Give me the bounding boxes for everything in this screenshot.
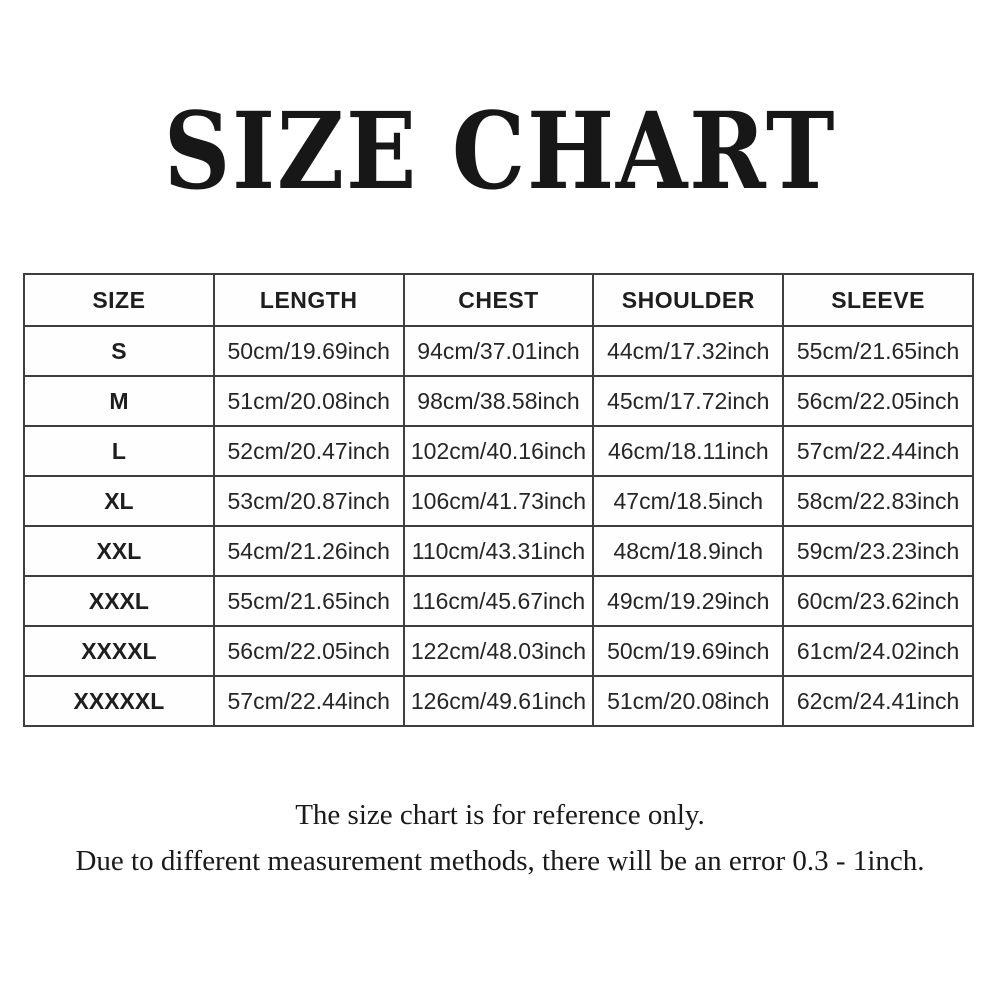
column-header: SIZE [24,274,214,326]
measurement-cell: 57cm/22.44inch [783,426,973,476]
measurement-cell: 46cm/18.11inch [593,426,783,476]
column-header: SHOULDER [593,274,783,326]
measurement-cell: 94cm/37.01inch [404,326,594,376]
measurement-cell: 116cm/45.67inch [404,576,594,626]
table-row [24,526,973,576]
column-header: SLEEVE [783,274,973,326]
table-row [24,626,973,676]
size-label-cell: L [24,426,214,476]
measurement-cell: 47cm/18.5inch [593,476,783,526]
table-row [24,326,973,376]
size-label-cell: M [24,376,214,426]
footer-note-line2: Due to different measurement methods, there will be an error 0.3 - 1inch. [75,845,925,877]
size-label-cell: XL [24,476,214,526]
size-label-cell: S [24,326,214,376]
column-header: CHEST [404,274,594,326]
table-row [24,576,973,626]
size-table-head [24,274,973,326]
measurement-cell: 55cm/21.65inch [214,576,404,626]
measurement-cell: 62cm/24.41inch [783,676,973,726]
measurement-cell: 53cm/20.87inch [214,476,404,526]
measurement-cell: 50cm/19.69inch [214,326,404,376]
size-table [23,273,974,727]
measurement-cell: 98cm/38.58inch [404,376,594,426]
measurement-cell: 49cm/19.29inch [593,576,783,626]
measurement-cell: 57cm/22.44inch [214,676,404,726]
measurement-cell: 45cm/17.72inch [593,376,783,426]
measurement-cell: 48cm/18.9inch [593,526,783,576]
measurement-cell: 52cm/20.47inch [214,426,404,476]
measurement-cell: 122cm/48.03inch [404,626,594,676]
table-row [24,426,973,476]
footer-notes [0,792,1000,884]
measurement-cell: 44cm/17.32inch [593,326,783,376]
size-table-body [24,326,973,726]
measurement-cell: 54cm/21.26inch [214,526,404,576]
page-title: SIZE CHART [163,88,837,213]
footer-note-line1: The size chart is for reference only. [295,799,705,831]
column-header: LENGTH [214,274,404,326]
measurement-cell: 102cm/40.16inch [404,426,594,476]
measurement-cell: 50cm/19.69inch [593,626,783,676]
table-row [24,476,973,526]
measurement-cell: 110cm/43.31inch [404,526,594,576]
size-table-head-row [24,274,973,326]
size-label-cell: XXXL [24,576,214,626]
measurement-cell: 106cm/41.73inch [404,476,594,526]
size-label-cell: XXXXL [24,626,214,676]
measurement-cell: 51cm/20.08inch [214,376,404,426]
measurement-cell: 60cm/23.62inch [783,576,973,626]
measurement-cell: 51cm/20.08inch [593,676,783,726]
measurement-cell: 59cm/23.23inch [783,526,973,576]
measurement-cell: 61cm/24.02inch [783,626,973,676]
measurement-cell: 55cm/21.65inch [783,326,973,376]
table-row [24,376,973,426]
measurement-cell: 56cm/22.05inch [214,626,404,676]
table-row [24,676,973,726]
measurement-cell: 56cm/22.05inch [783,376,973,426]
size-label-cell: XXL [24,526,214,576]
size-label-cell: XXXXXL [24,676,214,726]
measurement-cell: 126cm/49.61inch [404,676,594,726]
measurement-cell: 58cm/22.83inch [783,476,973,526]
